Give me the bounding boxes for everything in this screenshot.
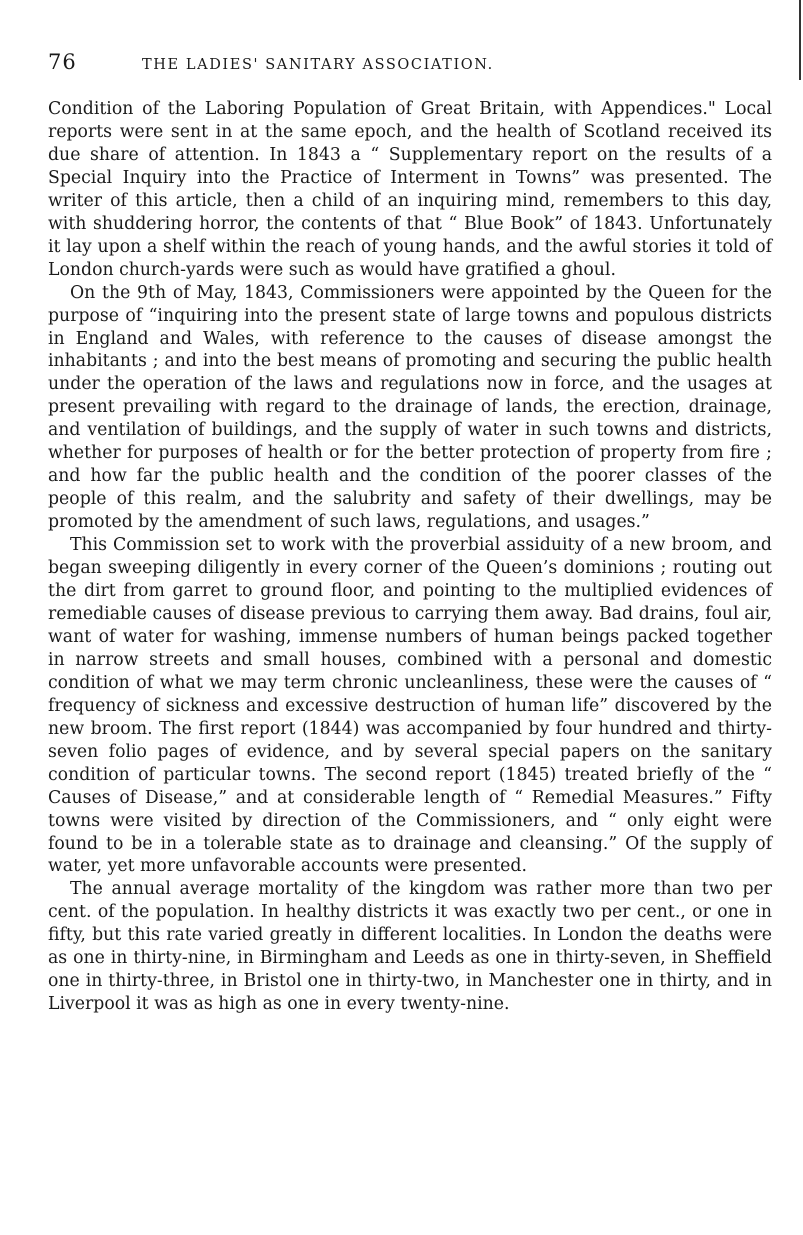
book-page [48, 50, 772, 1016]
page-number: 76 [48, 50, 77, 74]
paragraph-4: The annual average mortality of the kingdom was rather more than two per cent. of the population. In healthy districts it was exactly two per cent., or one in fifty, but this rate varied greatly in different localities. In London the deaths were as one in thirty-nine, in Birmingham and Leeds as one in thirty-seven, in Sheffield one in thirty-three, in Bristol one in thirty-two, in Manchester one in thirty, and in Liverpool it was as high as one in every twenty-nine. [48, 879, 772, 1015]
paragraph-3: This Commission set to work with the proverbial assiduity of a new broom, and began sweeping diligently in every corner of the Queen’s dominions ; routing out the dirt from garret to ground floor, and pointing to the multiplied evidences of remediable causes of disease previous to carrying them away. Bad drains, foul air, want of water for washing, immense numbers of human beings packed together in narrow streets and small houses, combined with a personal and domestic condition of what we may term chronic uncleanliness, these were the causes of “ frequency of sickness and excessive destruction of human life” discovered by the new broom. The first report (1844) was accompanied by four hundred and thirty-seven folio pages of evidence, and by several special papers on the sanitary condition of particular towns. The second report (1845) treated briefly of the “ Causes of Disease,” and at considerable length of “ Remedial Measures.” Fifty towns were visited by direction of the Commissioners, and “ only eight were found to be in a tolerable state as to drainage and cleansing.” Of the supply of water, yet more unfavorable accounts were presented. [48, 535, 772, 877]
running-title: THE LADIES' SANITARY ASSOCIATION. [142, 57, 494, 73]
paragraph-2: On the 9th of May, 1843, Commissioners were appointed by the Queen for the purpose of “inquiring into the present state of large towns and populous districts in England and Wales, with reference to the causes of disease amongst the inhabitants ; and into the best means of promoting and securing the public health under the operation of the laws and regulations now in force, and the usages at present prevailing with regard to the drainage of lands, the erection, drainage, and ventilation of buildings, and the supply of water in such towns and districts, whether for purposes of health or for the better protection of property from fire ; and how far the public health and the condition of the poorer classes of the people of this realm, and the salubrity and safety of their dwellings, may be promoted by the amendment of such laws, regulations, and usages.” [48, 282, 772, 533]
page-header [48, 50, 772, 80]
body-text [48, 98, 772, 1016]
page-edge-line [799, 0, 801, 80]
paragraph-1: Condition of the Laboring Population of Great Britain, with Appendices." Local reports were sent in at the same epoch, and the health of Scotland received its due share of attention. In 1843 a “ Supplementary report on the results of a Special Inquiry into the Practice of Interment in Towns” was presented. The writer of this article, then a child of an inquiring mind, remembers to this day, with shuddering horror, the contents of that “ Blue Book” of 1843. Unfortunately it lay upon a shelf within the reach of young hands, and the awful stories it told of London church-yards were such as would have gratified a ghoul. [48, 99, 772, 280]
